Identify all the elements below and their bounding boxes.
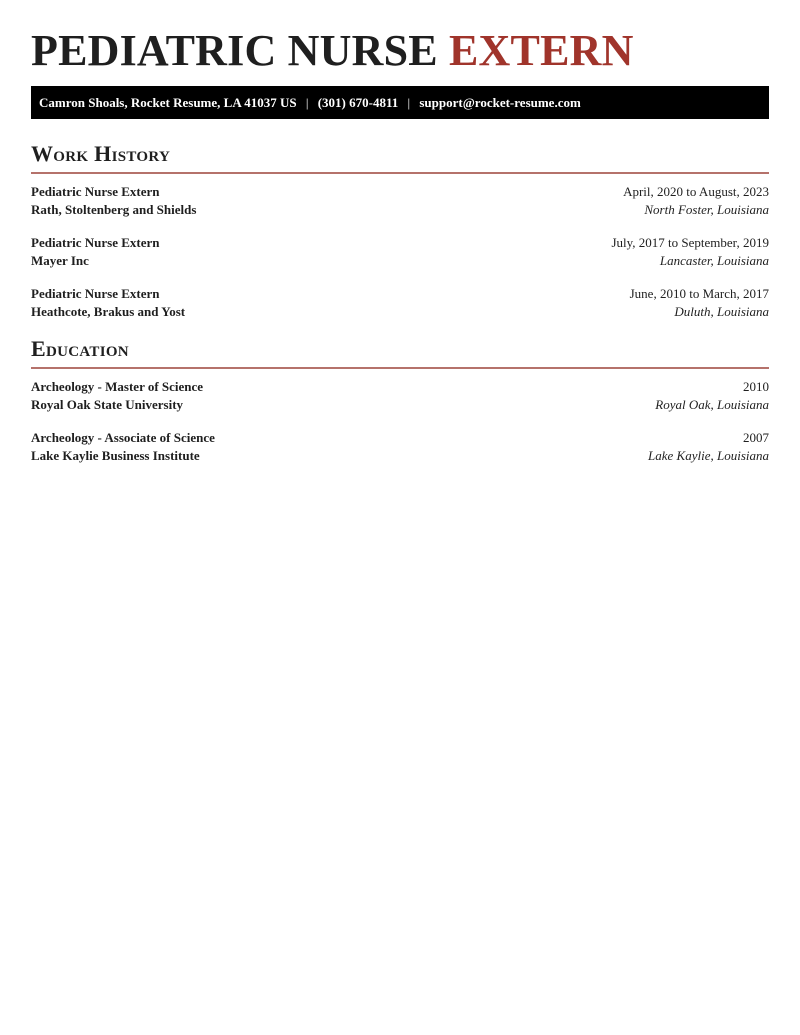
- job-location: Lancaster, Louisiana: [659, 252, 769, 268]
- section-heading-work-history: Work History: [31, 141, 171, 166]
- school-location: Lake Kaylie, Louisiana: [648, 447, 769, 463]
- contact-address: Camron Shoals, Rocket Resume, LA 41037 US: [39, 95, 297, 110]
- school-location: Royal Oak, Louisiana: [655, 396, 769, 412]
- work-entry: [31, 183, 769, 218]
- contact-separator: |: [407, 95, 411, 110]
- contact-email: support@rocket-resume.com: [419, 95, 581, 110]
- graduation-year: 2007: [743, 430, 769, 445]
- title-accent: EXTERN: [449, 26, 634, 75]
- employer-name: Rath, Stoltenberg and Shields: [31, 201, 197, 217]
- school-name: Royal Oak State University: [31, 396, 184, 412]
- job-location: Duluth, Louisiana: [674, 303, 769, 319]
- contact-separator: |: [305, 95, 309, 110]
- education-list: [31, 378, 769, 464]
- work-entry: [31, 285, 769, 320]
- resume-page: [31, 0, 769, 480]
- job-dates: June, 2010 to March, 2017: [629, 286, 769, 301]
- job-title: Pediatric Nurse Extern: [31, 235, 160, 250]
- job-title: Pediatric Nurse Extern: [31, 286, 160, 301]
- graduation-year: 2010: [743, 379, 769, 394]
- section-divider: [31, 367, 769, 369]
- contact-phone: (301) 670-4811: [317, 95, 399, 110]
- title-main: PEDIATRIC NURSE: [31, 26, 449, 75]
- job-title: Pediatric Nurse Extern: [31, 184, 160, 199]
- school-name: Lake Kaylie Business Institute: [31, 447, 200, 463]
- education-entry: [31, 429, 769, 464]
- work-history-list: [31, 183, 769, 320]
- degree-name: Archeology - Master of Science: [31, 379, 204, 394]
- education-entry: [31, 378, 769, 413]
- work-entry: [31, 234, 769, 269]
- degree-name: Archeology - Associate of Science: [31, 430, 215, 445]
- page-title: [31, 0, 769, 75]
- section-divider: [31, 172, 769, 174]
- employer-name: Mayer Inc: [31, 252, 89, 268]
- job-dates: April, 2020 to August, 2023: [623, 184, 769, 199]
- contact-bar: [31, 86, 769, 119]
- section-heading-education: Education: [31, 336, 129, 361]
- job-dates: July, 2017 to September, 2019: [611, 235, 769, 250]
- employer-name: Heathcote, Brakus and Yost: [31, 303, 186, 319]
- job-location: North Foster, Louisiana: [644, 201, 769, 217]
